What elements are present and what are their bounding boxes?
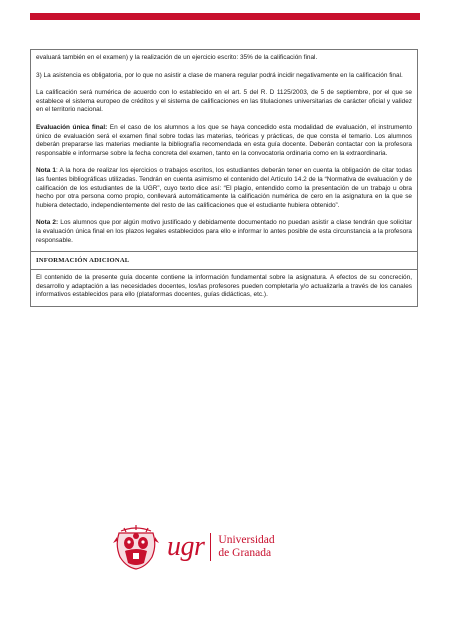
paragraph-additional-info: El contenido de la presente guía docente contiene la información fundamental sobre la asignatura. A efectos de su concreción, desarrollo y adaptación a las necesidades docentes, los/las profesores pueden completarla y/o actualizarla a través de los canales informativos establecidos para ello (plataformas docentes, guías didácticas, etc.). xyxy=(36,274,412,299)
note-2-label: Nota 2: xyxy=(36,219,59,227)
university-crest-icon xyxy=(111,523,161,571)
paragraph-attendance: 3) La asistencia es obligatoria, por lo que no asistir a clase de manera regular podrá incidir negativamente en la calificación final. xyxy=(36,71,403,79)
logo-university-name xyxy=(218,534,274,560)
section-heading-additional-info: INFORMACIÓN ADICIONAL xyxy=(36,257,130,265)
paragraph-note-2: Nota 2: Los alumnos que por algún motivo justificado y debidamente documentado no puedan asistir a clase tendrán que solicitar la evaluación única final en los plazos legales establecidos para ello e informar lo antes posible de esta circunstancia a la profesora responsable. xyxy=(36,219,412,244)
paragraph-grading: La calificación será numérica de acuerdo con lo establecido en el art. 5 del R. D 1125/2003, de 5 de septiembre, por el que se establece el sistema europeo de créditos y el sistema de calificaciones en las titulaciones universitarias de carácter oficial y validez en el territorio nacional. xyxy=(36,89,412,114)
paragraph-single-final-evaluation: Evaluación única final: En el caso de los alumnos a los que se haya concedido esta modalidad de evaluación, el instrumento único de evaluación será el examen final sobre todas las materias, teóricas y prácticas, de que consta el temario. Los alumnos deberán prepararse las materias mediante la bibliografía recomendada en esta guía docente. Deberán contactar con la profesora responsable e informarse sobre la fecha concreta del examen, tanto en la convocatoria ordinaria como en la extraordinaria. xyxy=(36,123,412,157)
evaluation-cell xyxy=(31,50,417,252)
logo-wordmark xyxy=(167,533,275,561)
paragraph-exam-continuation: evaluará también en el examen) y la realización de un ejercicio escrito: 35% de la calificación final. xyxy=(36,54,318,61)
content-table xyxy=(30,49,418,307)
logo-line-1: Universidad xyxy=(218,534,275,546)
logo-line-2: de Granada xyxy=(218,547,272,559)
single-final-evaluation-label: Evaluación única final: xyxy=(36,123,108,131)
note-1-label: Nota 1 xyxy=(36,167,56,175)
logo-ugr-mark: ugr xyxy=(167,533,211,561)
header-red-bar xyxy=(30,13,420,20)
university-logo xyxy=(111,521,311,573)
additional-info-cell xyxy=(31,270,417,306)
paragraph-note-1: Nota 1: A la hora de realizar los ejercicios o trabajos escritos, los estudiantes deberán tener en cuenta la obligación de citar todas las fuentes bibliográficas utilizadas. Tendrán en cuenta asimismo el contenido del Artículo 14.2 de la “Normativa de evaluación y de calificación de los estudiantes de la UGR”, cuyo texto dice así: “El plagio, entendido como la presentación de un trabajo u obra hecho por otra persona como propio, conllevará automáticamente la calificación numérica de cero en la asignatura en la que se hubiera detectado, independientemente del resto de las calificaciones que el estudiante hubiera obtenido”. xyxy=(36,167,412,209)
heading-cell xyxy=(31,252,417,270)
